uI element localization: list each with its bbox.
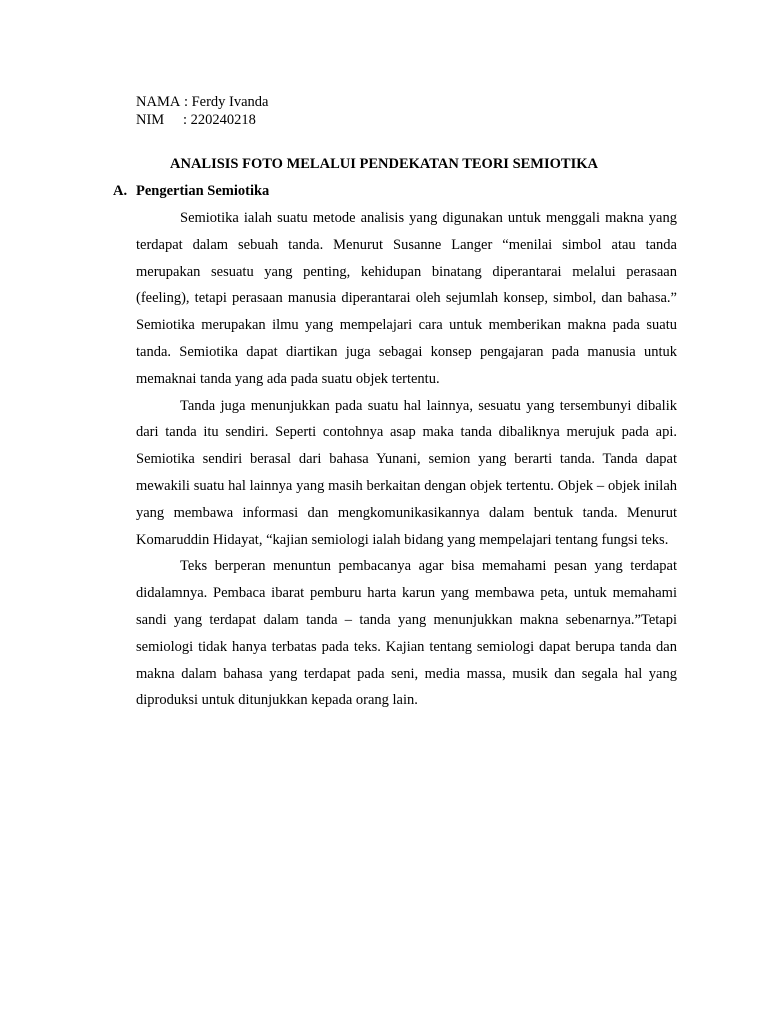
name-row <box>136 94 269 112</box>
paragraph-3: Teks berperan menuntun pembacanya agar bisa memahami pesan yang terdapat didalamnya. Pembaca ibarat pemburu harta karun yang membawa peta, untuk memahami sandi yang terdapat dalam tanda – tanda yang menunjukkan makna sebenarnya.”Tetapi semiologi tidak hanya terbatas pada teks. Kajian tentang semiologi dapat berupa tanda dan makna dalam bahasa yang terdapat pada seni, media massa, musik dan segala hal yang diproduksi untuk ditunjukkan kepada orang lain. <box>136 558 677 709</box>
section-number: A. <box>113 183 128 199</box>
identity-block <box>136 94 269 129</box>
section-heading <box>113 182 269 200</box>
paragraph-2: Tanda juga menunjukkan pada suatu hal lainnya, sesuatu yang tersembunyi dibalik dari tanda itu sendiri. Seperti contohnya asap maka tanda dibaliknya merujuk pada api. Semiotika sendiri berasal dari bahasa Yunani, semion yang berarti tanda. Tanda dapat mewakili suatu hal lainnya yang masih berkaitan dengan objek tertentu. Objek – objek inilah yang membawa informasi dan mengkomunikasikannya dalam bentuk tanda. Menurut Komaruddin Hidayat, “kajian semiologi ialah bidang yang mempelajari tentang fungsi teks. <box>136 397 677 548</box>
nim-value: : 220240218 <box>183 111 256 128</box>
body-text <box>136 205 677 714</box>
name-label: NAMA <box>136 94 181 110</box>
name-value: : Ferdy Ivanda <box>183 94 269 110</box>
paragraph-1: Semiotika ialah suatu metode analisis yang digunakan untuk menggali makna yang terdapat dalam sebuah tanda. Menurut Susanne Langer “menilai simbol atau tanda merupakan sesuatu yang penting, kehidupan binatang diperantarai melalui perasaan (feeling), tetapi perasaan manusia diperantarai oleh sejumlah konsep, simbol, dan bahasa.” Semiotika merupakan ilmu yang mempelajari cara untuk memberikan makna pada suatu tanda. Semiotika dapat diartikan juga sebagai konsep pengajaran pada manusia untuk memaknai tanda yang ada pada suatu objek tertentu. <box>136 210 677 387</box>
nim-label: NIM <box>136 111 165 128</box>
nim-row <box>136 112 269 130</box>
section-heading-text: Pengertian Semiotika <box>136 183 270 199</box>
document-title: ANALISIS FOTO MELALUI PENDEKATAN TEORI SEMIOTIKA <box>170 156 598 172</box>
